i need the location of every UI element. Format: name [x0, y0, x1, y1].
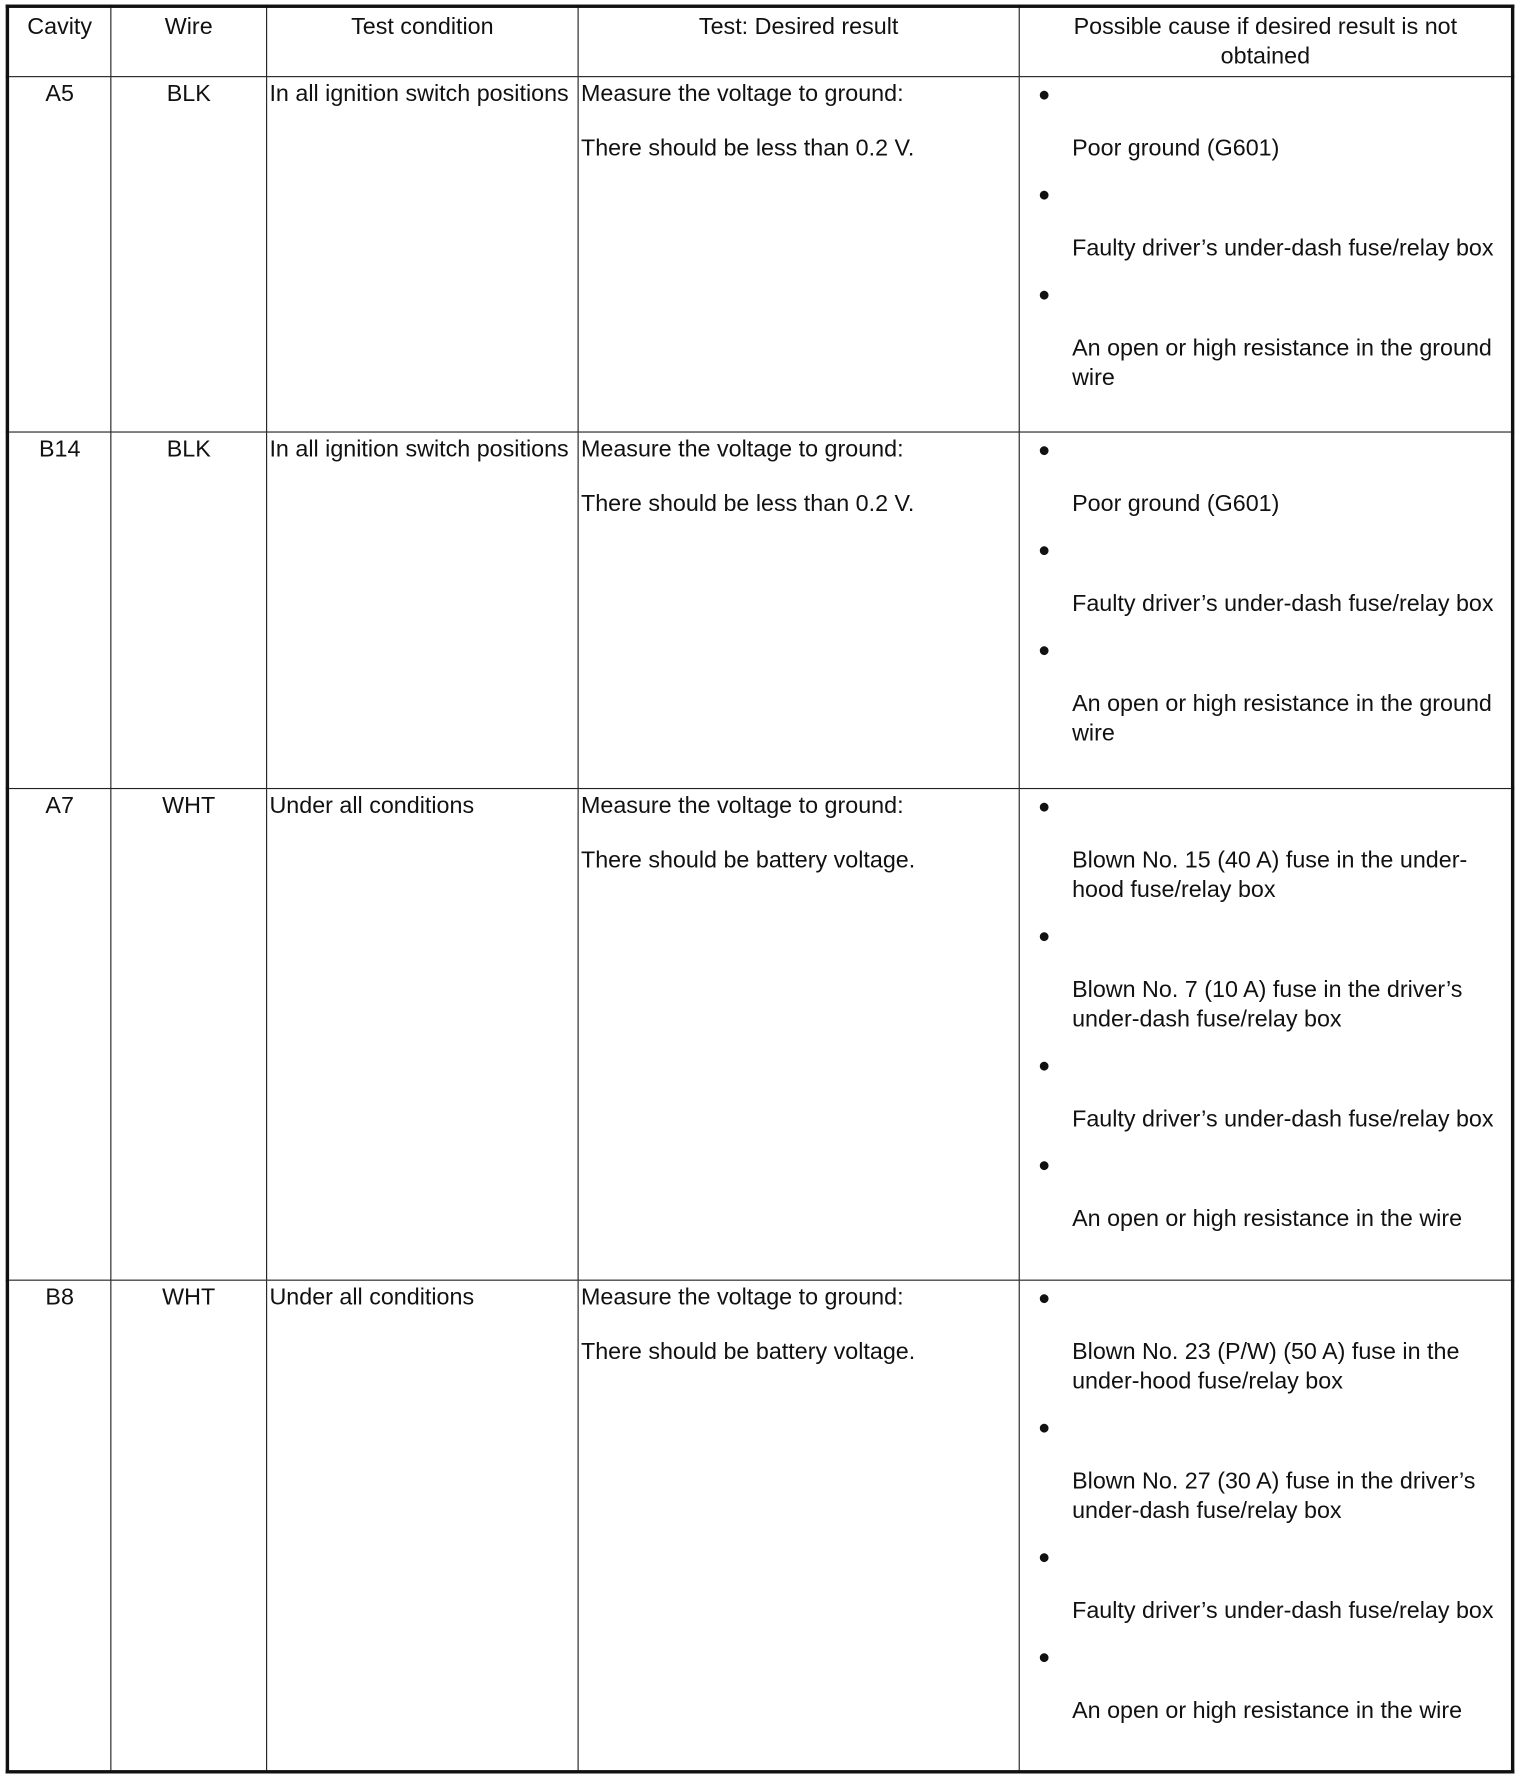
cavity-cell: B8 — [7, 1281, 110, 1772]
result-cell — [578, 432, 1019, 788]
result-instruction: Measure the voltage to ground: — [580, 1284, 904, 1311]
bullet-icon: ● — [1037, 282, 1051, 306]
result-expected: There should be less than 0.2 V. — [580, 135, 915, 162]
bullet-icon: ● — [1037, 182, 1051, 206]
cause-cell — [1019, 432, 1512, 788]
cause-item — [1022, 79, 1509, 163]
header-cavity: Cavity — [7, 6, 110, 76]
bullet-icon: ● — [1037, 794, 1051, 818]
wire-cell: BLK — [111, 432, 267, 788]
bullet-icon: ● — [1037, 1053, 1051, 1077]
cause-text: An open or high resistance in the ground wire — [1072, 690, 1492, 747]
cause-item — [1022, 535, 1509, 619]
table-row — [7, 77, 1512, 433]
bullet-icon: ● — [1037, 1545, 1051, 1569]
cause-text: Poor ground (G601) — [1072, 135, 1280, 162]
cause-text: Blown No. 7 (10 A) fuse in the driver’s under-dash fuse/relay box — [1072, 976, 1463, 1032]
table-row — [7, 1281, 1512, 1772]
cause-text: Blown No. 15 (40 A) fuse in the under-hood fuse/relay box — [1072, 846, 1468, 903]
cause-item — [1022, 635, 1509, 749]
bullet-icon: ● — [1037, 924, 1051, 947]
cause-item — [1022, 1150, 1509, 1234]
cause-cell — [1019, 788, 1512, 1280]
cause-item — [1022, 1283, 1509, 1397]
cause-text: An open or high resistance in the wire — [1072, 1697, 1463, 1724]
cause-item — [1022, 921, 1509, 1035]
wire-cell: WHT — [111, 1281, 267, 1772]
cause-text: Faulty driver’s under-dash fuse/relay box — [1072, 1105, 1494, 1132]
result-instruction: Measure the voltage to ground: — [580, 436, 904, 463]
cause-cell — [1019, 77, 1512, 433]
cause-item — [1022, 435, 1509, 519]
cause-text: Blown No. 23 (P/W) (50 A) fuse in the under-hood fuse/relay box — [1072, 1339, 1460, 1395]
cause-item — [1022, 791, 1509, 905]
bullet-icon: ● — [1037, 1153, 1051, 1177]
cause-text: Faulty driver’s under-dash fuse/relay box — [1072, 1597, 1494, 1625]
bullet-icon: ● — [1037, 538, 1051, 562]
result-expected: There should be less than 0.2 V. — [580, 490, 915, 518]
cavity-cell: B14 — [7, 432, 110, 788]
header-row — [7, 6, 1512, 76]
result-expected: There should be battery voltage. — [580, 1339, 916, 1366]
bullet-icon: ● — [1037, 1416, 1051, 1439]
cause-text: An open or high resistance in the wire — [1072, 1205, 1463, 1232]
troubleshooting-table — [6, 5, 1515, 1774]
condition-cell: Under all conditions — [267, 1281, 579, 1772]
cause-item — [1022, 1413, 1509, 1527]
cause-item — [1022, 1050, 1509, 1134]
result-cell — [578, 788, 1019, 1280]
cause-text: Blown No. 27 (30 A) fuse in the driver’s under-dash fuse/relay box — [1072, 1468, 1476, 1525]
bullet-icon: ● — [1037, 1286, 1051, 1310]
header-desired-result: Test: Desired result — [578, 6, 1019, 76]
cause-item — [1022, 279, 1509, 393]
cavity-cell: A7 — [7, 788, 110, 1280]
wire-cell: WHT — [111, 788, 267, 1280]
bullet-icon: ● — [1037, 638, 1051, 662]
table-row — [7, 432, 1512, 788]
cause-cell — [1019, 1281, 1512, 1772]
cause-item — [1022, 179, 1509, 263]
condition-cell: In all ignition switch positions — [267, 77, 579, 433]
bullet-icon: ● — [1037, 82, 1051, 106]
cause-item — [1022, 1642, 1509, 1726]
header-test-condition: Test condition — [267, 6, 579, 76]
cause-text: Faulty driver’s under-dash fuse/relay box — [1072, 590, 1494, 617]
header-wire: Wire — [111, 6, 267, 76]
cause-text: Faulty driver’s under-dash fuse/relay box — [1072, 235, 1494, 262]
result-expected: There should be battery voltage. — [580, 846, 916, 873]
cavity-cell: A5 — [7, 77, 110, 433]
bullet-icon: ● — [1037, 438, 1051, 462]
header-possible-cause: Possible cause if desired result is not obtained — [1019, 6, 1512, 76]
result-cell — [578, 1281, 1019, 1772]
result-instruction: Measure the voltage to ground: — [580, 80, 904, 107]
wire-cell: BLK — [111, 77, 267, 433]
result-instruction: Measure the voltage to ground: — [580, 792, 904, 819]
cause-text: Poor ground (G601) — [1072, 490, 1280, 518]
condition-cell: In all ignition switch positions — [267, 432, 579, 788]
cause-item — [1022, 1542, 1509, 1626]
table-row — [7, 788, 1512, 1280]
condition-cell: Under all conditions — [267, 788, 579, 1280]
cause-text: An open or high resistance in the ground wire — [1072, 334, 1492, 391]
result-cell — [578, 77, 1019, 433]
bullet-icon: ● — [1037, 1645, 1051, 1669]
